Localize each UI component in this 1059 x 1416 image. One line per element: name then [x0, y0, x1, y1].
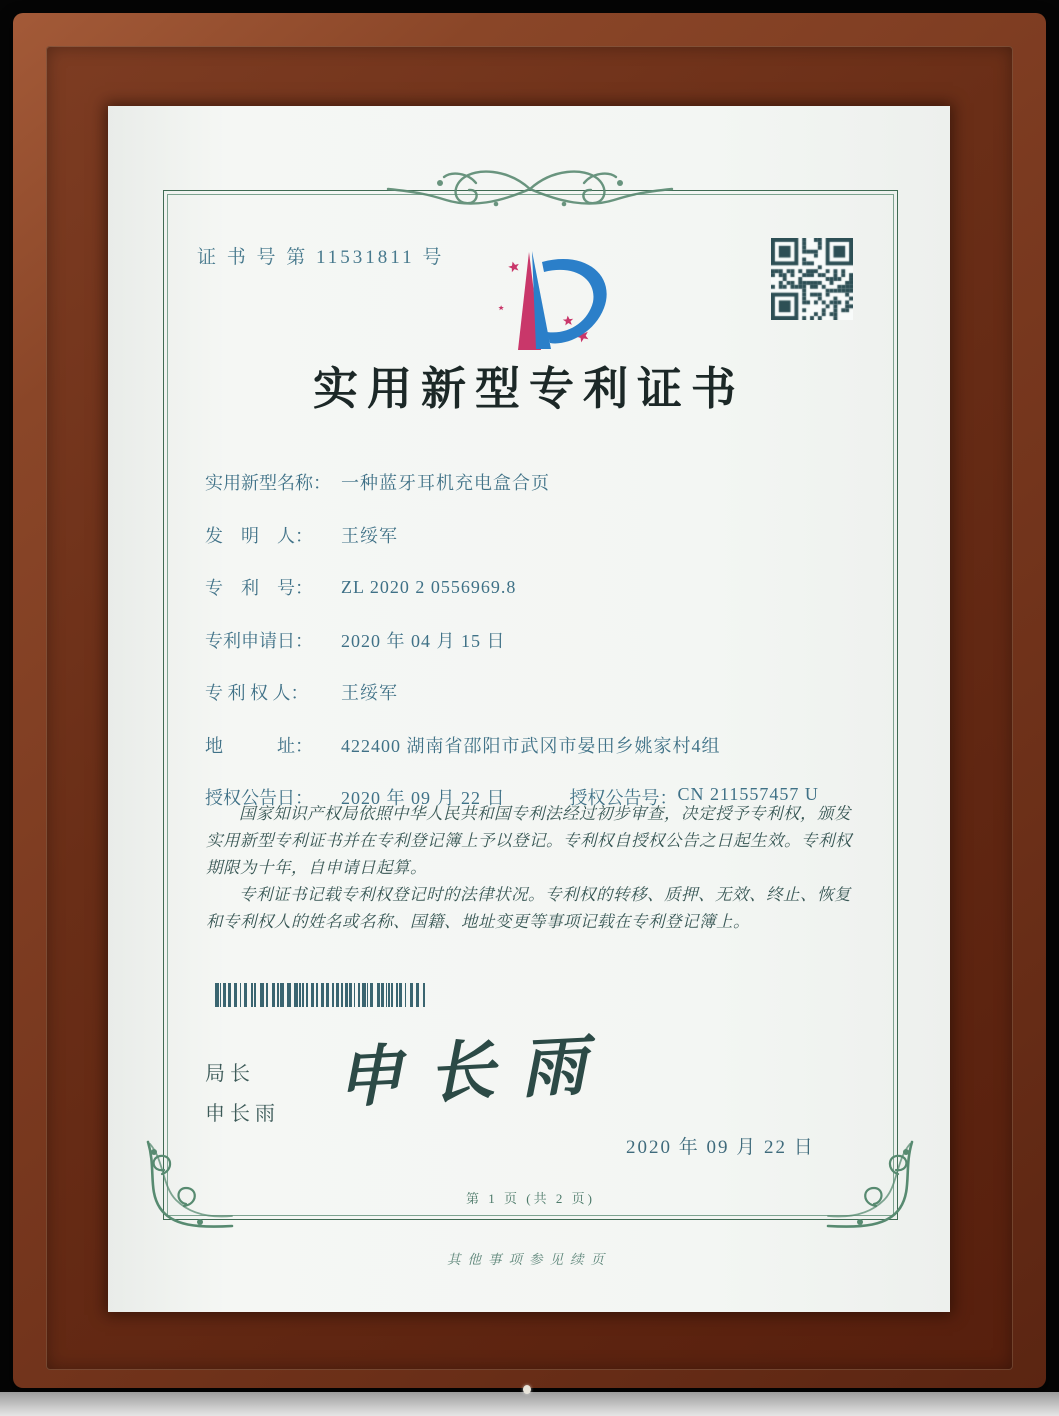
table-surface	[0, 1392, 1059, 1416]
body-paragraph-1: 国家知识产权局依照中华人民共和国专利法经过初步审查，决定授予专利权，颁发实用新型专利证书并在专利登记簿上予以登记。专利权自授权公告之日起生效。专利权期限为十年，自申请日起算。	[206, 804, 852, 877]
frame-stand-dot	[523, 1385, 531, 1394]
cnipa-logo-icon	[446, 246, 626, 356]
commissioner-signature: 申长雨	[334, 1028, 615, 1117]
field-row-patent-no	[205, 561, 895, 614]
field-value: 王绥军	[341, 683, 398, 704]
field-label: 专 利 号：	[205, 578, 313, 599]
certificate-title: 实用新型专利证书	[312, 364, 745, 414]
body-paragraph-2: 专利证书记载专利权登记时的法律状况。专利权的转移、质押、无效、终止、恢复和专利权人的姓名或名称、国籍、地址变更等事项记载在专利登记簿上。	[206, 885, 851, 931]
field-row-patentee	[205, 666, 895, 719]
signer-block	[205, 1054, 280, 1134]
field-value: 一种蓝牙耳机充电盒合页	[341, 473, 550, 494]
field-value: 2020 年 09 月 22 日	[341, 788, 506, 809]
certificate-number-prefix: 证 书 号 第	[197, 247, 309, 268]
field-label: 专利申请日：	[205, 630, 313, 651]
field-label: 地 址：	[205, 735, 313, 756]
certificate-paper	[108, 106, 950, 1312]
certificate-number-suffix: 号	[422, 247, 445, 268]
footer-note: 其他事项参见续页	[447, 1252, 611, 1267]
field-label: 发 明 人：	[205, 525, 313, 546]
field-value: ZL 2020 2 0556969.8	[341, 576, 517, 597]
field-value: 2020 年 04 月 15 日	[341, 630, 506, 651]
field-label: 授权公告日：	[205, 788, 313, 809]
field-row-filing-date	[205, 614, 895, 667]
field-value: CN 211557457 U	[677, 784, 819, 805]
certificate-number-value: 11531811	[316, 247, 415, 268]
field-label: 专 利 权 人：	[205, 683, 309, 704]
field-row-name	[205, 456, 895, 509]
barcode-icon	[215, 983, 433, 1007]
field-value: 422400 湖南省邵阳市武冈市晏田乡姚家村4组	[341, 735, 721, 756]
field-label: 授权公告号：	[569, 788, 678, 809]
signer-title: 局长	[205, 1063, 255, 1085]
certificate-body-text	[206, 800, 854, 935]
page-indicator: 第 1 页 (共 2 页)	[466, 1191, 595, 1206]
certificate-fields	[205, 456, 895, 824]
issue-date: 2020 年 09 月 22 日	[626, 1137, 815, 1158]
logo-crescent	[542, 259, 607, 343]
field-label: 实用新型名称：	[205, 473, 331, 494]
qr-code-icon	[771, 238, 853, 320]
field-row-address	[205, 719, 895, 772]
signer-name: 申长雨	[205, 1103, 280, 1125]
field-row-inventor	[205, 509, 895, 562]
certificate-number	[197, 242, 444, 269]
field-value: 王绥军	[341, 525, 398, 546]
